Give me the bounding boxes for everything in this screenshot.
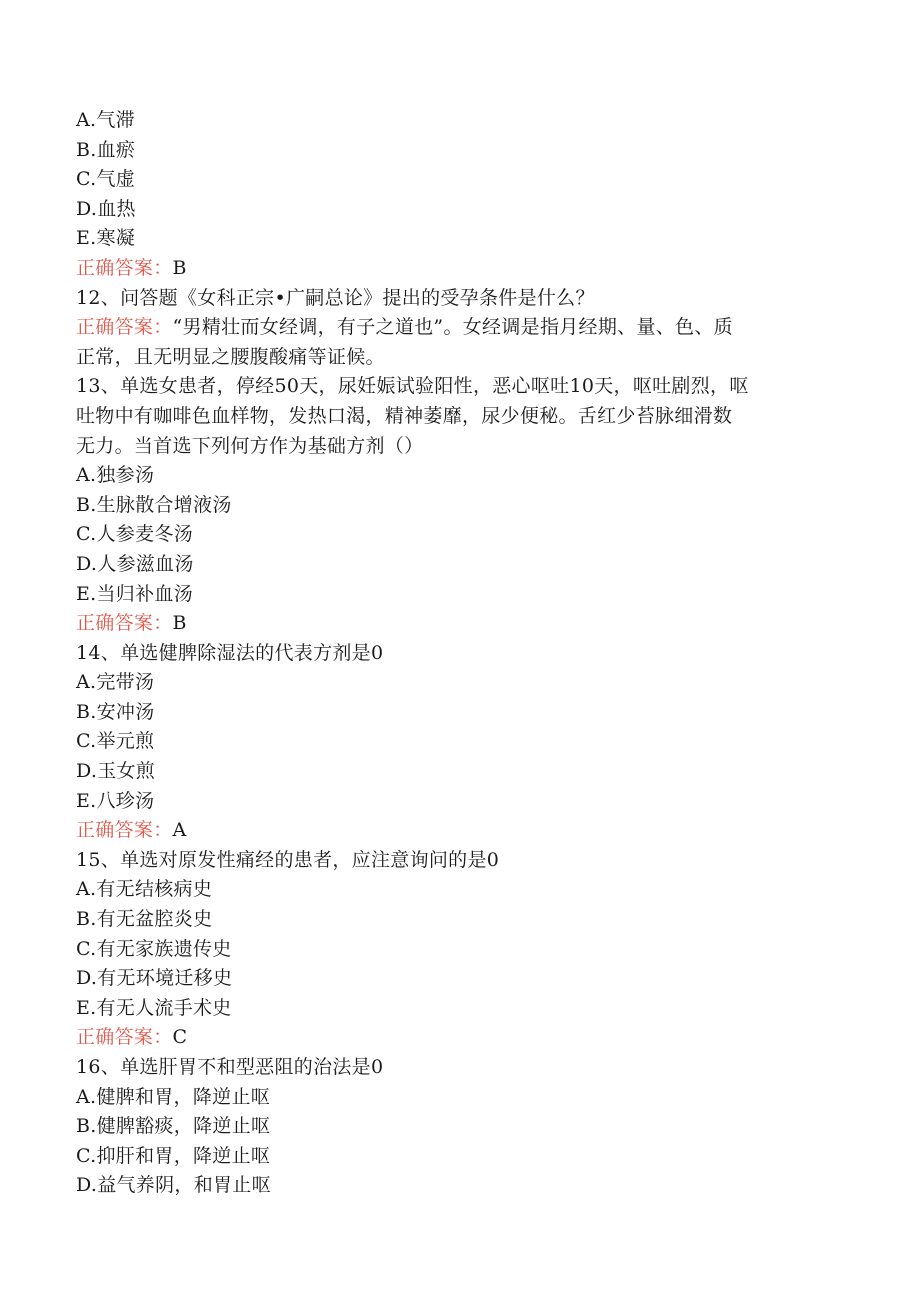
q11-answer	[76, 254, 836, 284]
q13-answer	[76, 609, 836, 639]
q12-stem: 12、问答题《女科正宗•广嗣总论》提出的受孕条件是什么？	[76, 286, 595, 309]
answer-value: B	[172, 612, 187, 635]
q14-option-a: A.完带汤	[76, 671, 155, 694]
q14-option-b: B.安冲汤	[76, 700, 155, 723]
answer-value: “男精壮而女经调，有子之道也”。女经调是指月经期、量、色、质	[172, 316, 733, 339]
q15-option-e: E.有无人流手术史	[76, 996, 232, 1019]
document-page	[76, 106, 836, 1201]
q16-option-c: C.抑肝和胃，降逆止呕	[76, 1144, 271, 1167]
q15-option-b: B.有无盆腔炎史	[76, 908, 213, 931]
q16-option-a: A.健脾和胃，降逆止呕	[76, 1085, 271, 1108]
q11-options	[76, 106, 836, 254]
q13-options	[76, 461, 836, 609]
q11-option-d: D.血热	[76, 197, 136, 220]
q16-options	[76, 1083, 836, 1201]
q13-option-b: B.生脉散合增液汤	[76, 493, 232, 516]
q15-option-c: C.有无家族遗传史	[76, 937, 232, 960]
q16-option-d: D.益气养阴，和胃止呕	[76, 1174, 271, 1197]
answer-label: 正确答案：	[76, 612, 173, 635]
q14-answer	[76, 816, 836, 846]
q16-option-b: B.健脾豁痰，降逆止呕	[76, 1115, 271, 1138]
q15-option-d: D.有无环境迁移史	[76, 967, 233, 990]
q11-option-b: B.血瘀	[76, 138, 136, 161]
q13-stem-line1: 13、单选女患者，停经50天，尿妊娠试验阳性，恶心呕吐10天，呕吐剧烈，呕	[76, 375, 749, 398]
q14-option-c: C.举元煎	[76, 730, 155, 753]
q11-option-e: E.寒凝	[76, 227, 136, 250]
answer-label: 正确答案：	[76, 819, 173, 842]
answer-value: B	[172, 256, 187, 279]
q16-stem: 16、单选肝胃不和型恶阻的治法是0	[76, 1056, 384, 1078]
q13-option-c: C.人参麦冬汤	[76, 523, 194, 546]
q14-option-e: E.八珍汤	[76, 789, 155, 812]
answer-label: 正确答案：	[76, 1026, 173, 1049]
q13-option-a: A.独参汤	[76, 464, 155, 487]
q15-answer	[76, 1023, 836, 1053]
q11-option-c: C.气虚	[76, 168, 136, 191]
q14-stem: 14、单选健脾除湿法的代表方剂是0	[76, 641, 384, 664]
q15-stem: 15、单选对原发性痛经的患者，应注意询问的是0	[76, 848, 500, 871]
q11-option-a: A.气滞	[76, 109, 135, 131]
q13-option-e: E.当归补血汤	[76, 582, 194, 605]
q12-answer-line1	[76, 313, 836, 343]
q13-stem-line2: 吐物中有咖啡色血样物，发热口渴，精神萎靡，尿少便秘。舌红少苔脉细滑数	[76, 404, 733, 427]
q14-options	[76, 668, 836, 816]
answer-label: 正确答案：	[76, 316, 173, 339]
q15-option-a: A.有无结核病史	[76, 878, 213, 901]
answer-value: A	[172, 819, 187, 842]
q14-option-d: D.玉女煎	[76, 760, 156, 783]
q12-answer-line2: 正常，且无明显之腰腹酸痛等证候。	[76, 345, 385, 368]
answer-label: 正确答案：	[76, 256, 173, 279]
q13-option-d: D.人参滋血汤	[76, 552, 194, 575]
answer-value: C	[172, 1026, 188, 1049]
q13-stem-line3: 无力。当首选下列何方作为基础方剂（）	[76, 434, 424, 457]
q15-options	[76, 875, 836, 1023]
